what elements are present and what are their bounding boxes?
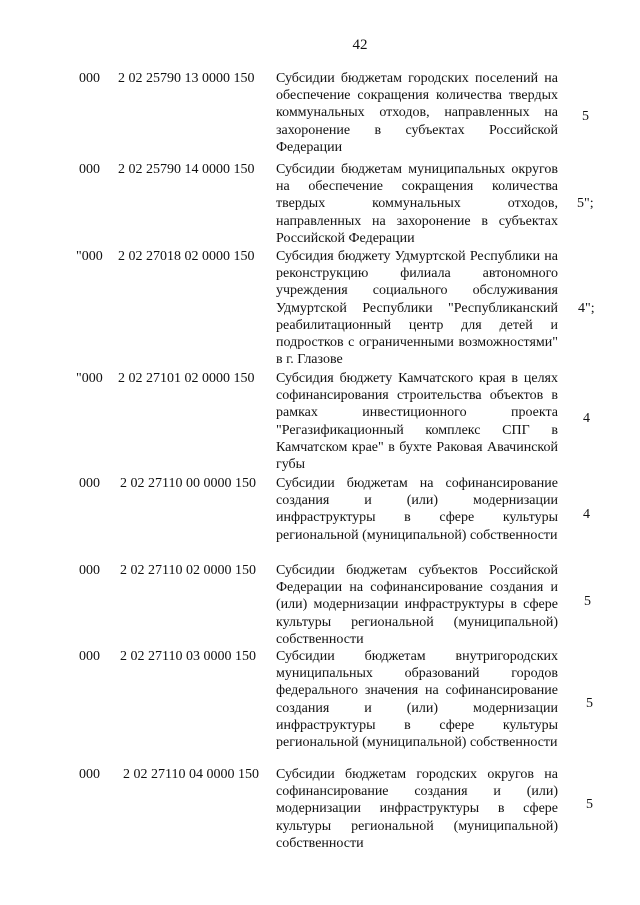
budget-code: 2 02 27110 03 0000 150	[120, 649, 256, 664]
budget-code: 2 02 27110 04 0000 150	[123, 767, 259, 782]
row-description: Субсидия бюджету Камчатского края в целях софинансирования строительства объектов в рамках инвестиционного проекта "Регазификационный комплекс СПГ в Камчатском крае" в бухте Раковая Авачинской губы	[276, 371, 558, 473]
admin-code: "000	[76, 371, 103, 386]
budget-code: 2 02 25790 14 0000 150	[118, 162, 255, 177]
row-value: 5	[582, 109, 589, 124]
row-description: Субсидия бюджету Удмуртской Республики на реконструкцию филиала автономного учреждения социального обслуживания Удмуртской Республики "Республиканский реабилитационный центр для детей и подростков с ограниченными возможностями" в г. Глазове	[276, 249, 558, 368]
budget-code: 2 02 27110 02 0000 150	[120, 563, 256, 578]
admin-code: 000	[79, 563, 100, 578]
row-description: Субсидии бюджетам на софинансирование создания и (или) модернизации инфраструктуры в сфере культуры региональной (муниципальной) собственности	[276, 476, 558, 543]
admin-code: 000	[79, 71, 100, 86]
row-description: Субсидии бюджетам муниципальных округов на обеспечение сокращения количества твердых коммунальных отходов, направленных на захоронение в субъектах Российской Федерации	[276, 162, 558, 246]
row-description: Субсидии бюджетам городских округов на софинансирование создания и (или) модернизации инфраструктуры в сфере культуры региональной (муниципальной) собственности	[276, 767, 558, 851]
budget-code: 2 02 25790 13 0000 150	[118, 71, 255, 86]
admin-code: 000	[79, 767, 100, 782]
admin-code: 000	[79, 649, 100, 664]
admin-code: 000	[79, 476, 100, 491]
row-value: 4	[583, 411, 590, 426]
page-number: 42	[352, 37, 368, 53]
budget-code: 2 02 27101 02 0000 150	[118, 371, 255, 386]
row-description: Субсидии бюджетам субъектов Российской Федерации на софинансирование создания и (или) модернизации инфраструктуры в сфере культуры региональной (муниципальной) собственности	[276, 563, 558, 647]
admin-code: "000	[76, 249, 103, 264]
row-value: 5";	[577, 196, 594, 211]
row-value: 5	[586, 797, 593, 812]
budget-code: 2 02 27018 02 0000 150	[118, 249, 255, 264]
row-description: Субсидии бюджетам внутригородских муниципальных образований городов федерального значения на софинансирование создания и (или) модернизации инфраструктуры в сфере культуры региональной (муниципальной) собственности	[276, 649, 558, 751]
row-value: 4";	[578, 301, 595, 316]
budget-code: 2 02 27110 00 0000 150	[120, 476, 256, 491]
row-value: 5	[586, 696, 593, 711]
row-value: 5	[584, 594, 591, 609]
row-value: 4	[583, 507, 590, 522]
admin-code: 000	[79, 162, 100, 177]
row-description: Субсидии бюджетам городских поселений на обеспечение сокращения количества твердых коммунальных отходов, направленных на захоронение в субъектах Российской Федерации	[276, 71, 558, 155]
